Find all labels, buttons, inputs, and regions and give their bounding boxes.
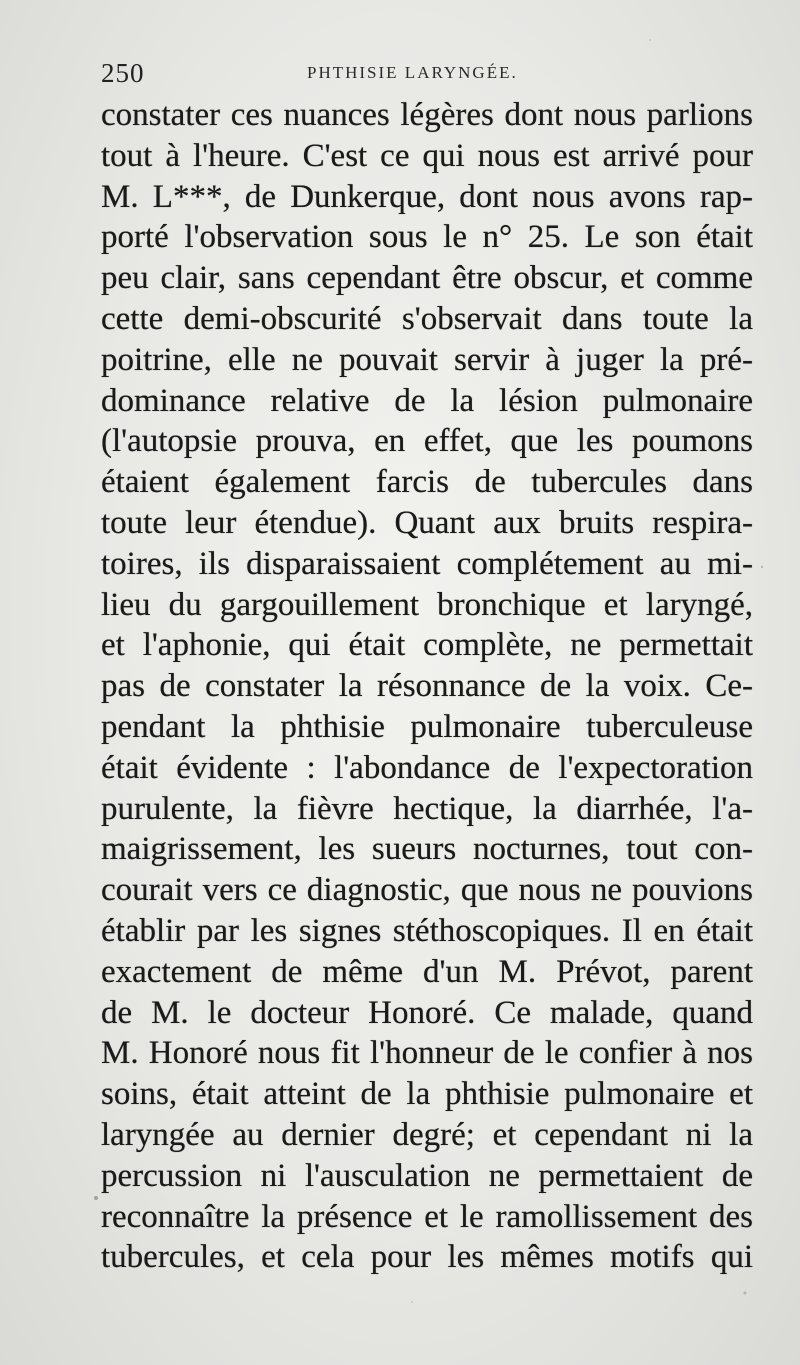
text-line: maigrissement, les sueurs nocturnes, tout con-	[101, 831, 753, 868]
text-line: lieu du gargouillement bronchique et laryngé,	[101, 586, 753, 623]
text-line: établir par les signes stéthoscopiques. Il en était	[101, 912, 753, 949]
text-line: et l'aphonie, qui était complète, ne permettait	[101, 627, 753, 664]
page-header	[101, 58, 751, 90]
text-line: (l'autopsie prouva, en effet, que les poumons	[101, 423, 753, 460]
text-line: purulente, la fièvre hectique, la diarrhée, l'a-	[101, 790, 753, 827]
text-line: étaient également farcis de tubercules dans	[101, 464, 753, 501]
text-line: cette demi-obscurité s'observait dans toute la	[101, 300, 753, 337]
text-line: soins, était atteint de la phthisie pulmonaire et	[101, 1076, 753, 1113]
text-line: pendant la phthisie pulmonaire tuberculeuse	[101, 708, 753, 745]
text-line: dominance relative de la lésion pulmonaire	[101, 382, 753, 419]
text-line: toires, ils disparaissaient complétement au mi-	[101, 545, 753, 582]
text-line: poitrine, elle ne pouvait servir à juger la pré-	[101, 341, 753, 378]
text-line: peu clair, sans cependant être obscur, et comme	[101, 260, 753, 297]
text-line: tubercules, et cela pour les mêmes motifs qui	[101, 1239, 753, 1276]
text-line: pas de constater la résonnance de la voix. Ce-	[101, 668, 753, 705]
text-line: laryngée au dernier degré; et cependant ni la	[101, 1116, 753, 1153]
page-number: 250	[101, 58, 145, 88]
text-line: percussion ni l'ausculation ne permettaient de	[101, 1157, 753, 1194]
text-line: M. L***, de Dunkerque, dont nous avons rap-	[101, 178, 753, 215]
text-line: tout à l'heure. C'est ce qui nous est arrivé pour	[101, 137, 753, 174]
text-line: de M. le docteur Honoré. Ce malade, quand	[101, 994, 753, 1031]
text-line: était évidente : l'abondance de l'expectoration	[101, 749, 753, 786]
running-head: PHTHISIE LARYNGÉE.	[307, 63, 518, 82]
text-line: exactement de même d'un M. Prévot, parent	[101, 953, 753, 990]
text-line: reconnaître la présence et le ramollissement des	[101, 1198, 753, 1235]
text-line: courait vers ce diagnostic, que nous ne pouvions	[101, 872, 753, 909]
text-line: constater ces nuances légères dont nous parlions	[101, 97, 753, 133]
text-line: M. Honoré nous fit l'honneur de le confier à nos	[101, 1035, 753, 1072]
body-text	[101, 95, 753, 1278]
text-line: toute leur étendue). Quant aux bruits respira-	[101, 504, 753, 541]
text-line: porté l'observation sous le n° 25. Le son était	[101, 219, 753, 256]
